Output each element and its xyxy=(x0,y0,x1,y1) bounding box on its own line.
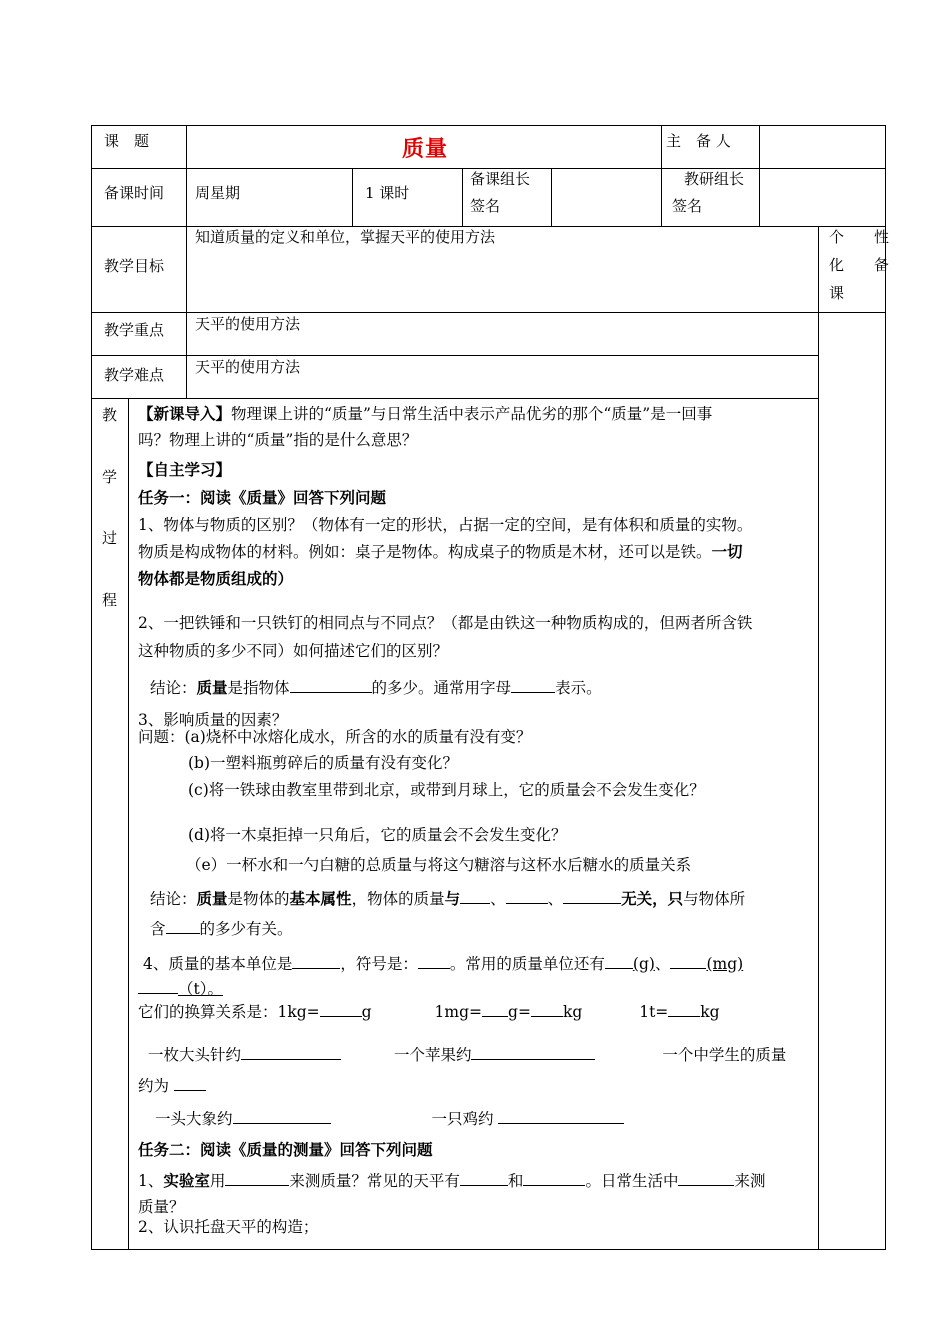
row-divider xyxy=(91,398,819,399)
q2-line: 2、一把铁锤和一只铁钉的相同点与不同点？（都是由铁这一种物质构成的，但两者所含铁 xyxy=(138,614,753,632)
t2-q1: 1、实验室用 来测质量？常见的天平有 和 。日常生活中 来测 xyxy=(138,1171,766,1190)
col-divider xyxy=(818,226,819,1250)
q4-line-2: （t）。 xyxy=(138,978,223,999)
answer-blank[interactable] xyxy=(482,1001,508,1017)
answer-blank[interactable] xyxy=(506,888,548,904)
answer-blank[interactable] xyxy=(225,1170,289,1186)
col-divider xyxy=(128,398,129,1250)
answer-blank[interactable] xyxy=(233,1108,331,1124)
answer-blank[interactable] xyxy=(138,978,178,994)
answer-blank[interactable] xyxy=(166,918,200,934)
estimate-line: 一枚大头针约 一个苹果约 一个中学生的质量 xyxy=(148,1046,787,1064)
research-leader-label: 教研组长 xyxy=(684,170,745,188)
answer-blank[interactable] xyxy=(523,1170,585,1186)
answer-blank[interactable] xyxy=(290,677,372,693)
key-text: 天平的使用方法 xyxy=(195,315,301,333)
conclusion-1: 结论：质量是指物体 的多少。通常用字母 表示。 xyxy=(150,678,602,697)
q3-d: (d)将一木桌拒掉一只角后，它的质量会不会发生变化？ xyxy=(188,826,567,844)
conversion-line: 它们的换算关系是：1kg= g 1mg= g= kg 1t= kg xyxy=(138,1003,720,1021)
t2-q2: 2、认识托盘天平的构造； xyxy=(138,1218,319,1236)
task1-heading: 任务一：阅读《质量》回答下列问题 xyxy=(138,488,387,507)
group-leader-label-2: 签名 xyxy=(470,197,501,215)
intro-line-2: 吗？物理上讲的“质量”指的是什么意思？ xyxy=(138,431,418,449)
intro-head: 【新课导入】 xyxy=(138,404,232,423)
col-divider xyxy=(352,168,353,226)
periods-value: 1 课时 xyxy=(365,184,410,202)
process-char: 过 xyxy=(102,529,118,547)
personal-label: 个 性 xyxy=(829,228,890,246)
group-leader-label: 备课组长 xyxy=(470,170,531,188)
q4-line: 4、质量的基本单位是 ，符号是： 。常用的质量单位还有 (g)、 (mg) xyxy=(143,955,744,973)
q1-line: 1、物体与物质的区别？（物体有一定的形状，占据一定的空间，是有体积和质量的实物。 xyxy=(138,516,753,534)
q3-line: 3、影响质量的因素？ xyxy=(138,711,288,729)
page-title: 质量 xyxy=(402,136,449,162)
intro-line: 【新课导入】物理课上讲的“质量”与日常生活中表示产品优劣的那个“质量”是一回事 xyxy=(138,404,713,423)
process-char: 学 xyxy=(102,468,118,486)
q3-a: 问题：(a)烧杯中冰熔化成水，所含的水的质量有没有变？ xyxy=(138,728,532,746)
answer-blank[interactable] xyxy=(471,1044,595,1060)
answer-blank[interactable] xyxy=(605,953,633,969)
answer-blank[interactable] xyxy=(563,888,621,904)
q3-b: (b)一塑料瓶剪碎后的质量有没有变化？ xyxy=(188,754,459,772)
q1-line-2: 物质是构成物体的材料。例如：桌子是物体。构成桌子的物质是木材，还可以是铁。一切 xyxy=(138,542,743,561)
prep-time-value: 周星期 xyxy=(195,184,241,202)
estimate-line-2: 约为 xyxy=(138,1075,206,1096)
answer-blank[interactable] xyxy=(292,953,340,969)
self-study-heading: 【自主学习】 xyxy=(138,460,232,479)
row-divider xyxy=(91,355,819,356)
answer-blank[interactable] xyxy=(418,953,450,969)
personal-label-3: 课 xyxy=(829,284,845,302)
key-label: 教学重点 xyxy=(104,321,165,339)
col-divider xyxy=(759,125,760,226)
prep-time-label: 备课时间 xyxy=(104,184,165,202)
answer-blank[interactable] xyxy=(678,1170,734,1186)
research-leader-label-2: 签名 xyxy=(672,197,703,215)
personal-label-2: 化 备 xyxy=(829,256,890,274)
answer-blank[interactable] xyxy=(460,1170,508,1186)
answer-blank[interactable] xyxy=(174,1075,206,1091)
process-char: 程 xyxy=(102,591,118,609)
goal-label: 教学目标 xyxy=(104,257,165,275)
row-divider xyxy=(91,312,886,313)
answer-blank[interactable] xyxy=(670,953,706,969)
goal-text: 知道质量的定义和单位，掌握天平的使用方法 xyxy=(195,228,496,246)
process-char: 教 xyxy=(102,406,118,424)
q3-c: (c)将一铁球由教室里带到北京，或带到月球上，它的质量会不会发生变化？ xyxy=(188,781,705,799)
subject-label: 课 题 xyxy=(104,132,150,150)
q1-line-3: 物体都是物质组成的） xyxy=(138,569,294,588)
answer-blank[interactable] xyxy=(511,677,555,693)
answer-blank[interactable] xyxy=(241,1044,341,1060)
col-divider xyxy=(186,125,187,398)
conclusion-2-cont: 含 的多少有关。 xyxy=(150,920,293,938)
answer-blank[interactable] xyxy=(498,1108,624,1124)
t2-q1-cont: 质量？ xyxy=(138,1198,185,1216)
q2-line-2: 这种物质的多少不同）如何描述它们的区别？ xyxy=(138,642,449,660)
task2-heading: 任务二：阅读《质量的测量》回答下列问题 xyxy=(138,1140,433,1159)
col-divider xyxy=(661,125,662,226)
col-divider xyxy=(462,168,463,226)
preparer-label: 主 备 人 xyxy=(666,132,731,150)
conclusion-2: 结论：质量是物体的基本属性，物体的质量与 、 、 无关，只与物体所 xyxy=(150,889,746,908)
difficulty-label: 教学难点 xyxy=(104,366,165,384)
answer-blank[interactable] xyxy=(460,888,490,904)
estimate-line-3: 一头大象约 一只鸡约 xyxy=(155,1108,624,1129)
answer-blank[interactable] xyxy=(668,1001,700,1017)
answer-blank[interactable] xyxy=(531,1001,563,1017)
answer-blank[interactable] xyxy=(320,1001,362,1017)
difficulty-text: 天平的使用方法 xyxy=(195,358,301,376)
q3-e: （e）一杯水和一勺白糖的总质量与将这勺糖溶与这杯水后糖水的质量关系 xyxy=(186,856,692,874)
col-divider xyxy=(551,168,552,226)
